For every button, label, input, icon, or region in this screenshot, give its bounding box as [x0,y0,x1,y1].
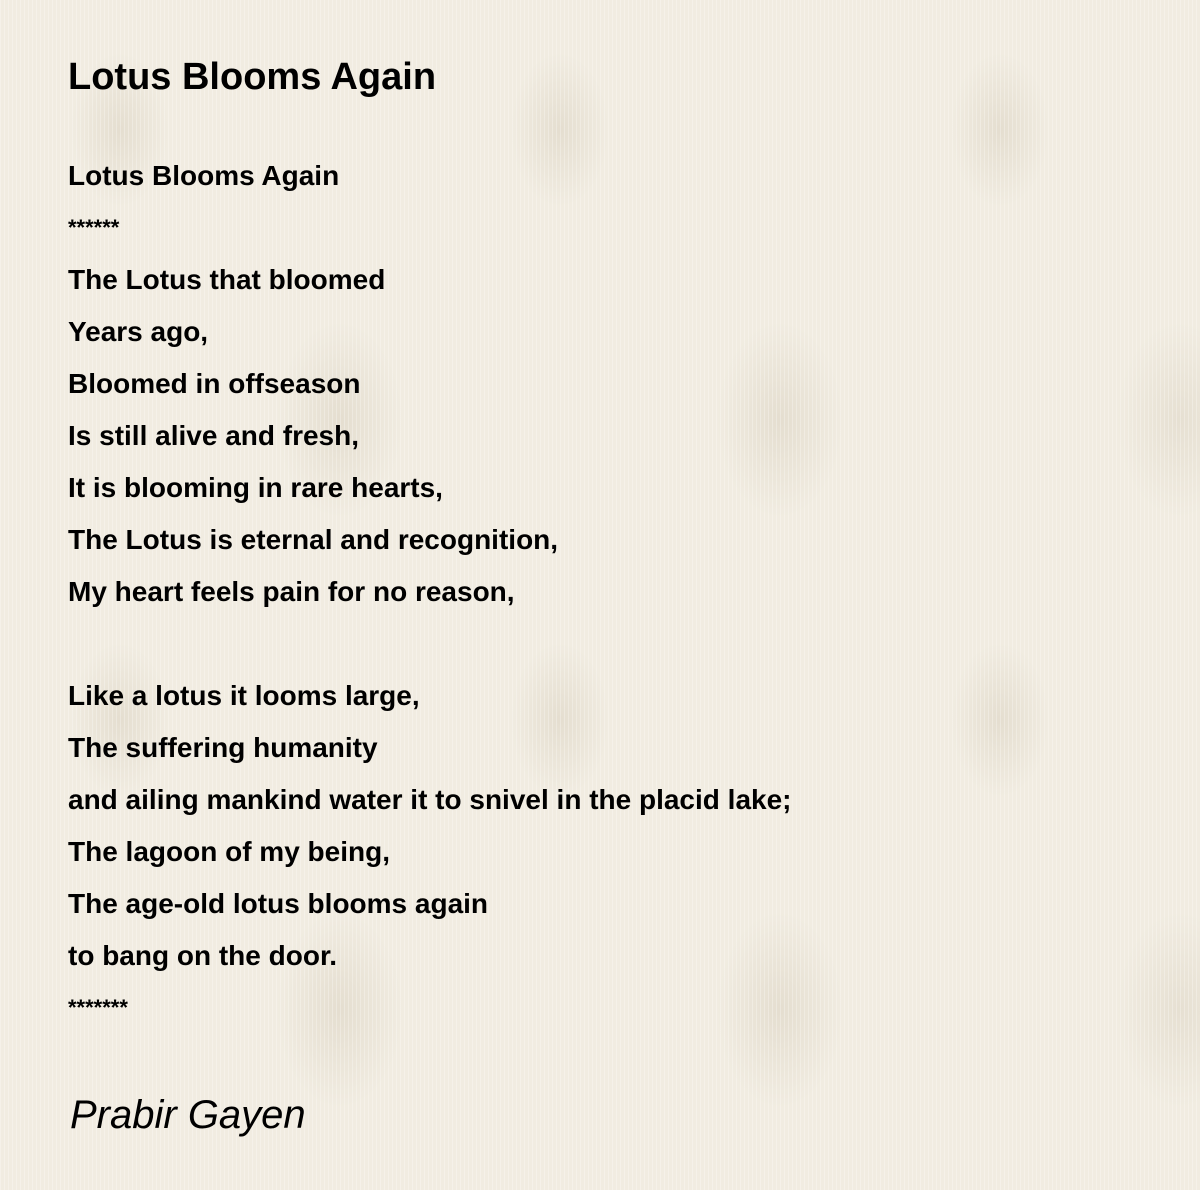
poem-line-separator: ****** [68,215,120,240]
poem-title: Lotus Blooms Again [68,56,437,98]
poem-line: The Lotus that bloomed [68,264,386,295]
poem-line: Bloomed in offseason [68,368,361,399]
poem-line: My heart feels pain for no reason, [68,576,515,607]
poem-line: The suffering humanity [68,732,378,763]
poem-line: The Lotus is eternal and recognition, [68,524,559,555]
poem-line: and ailing mankind water it to snivel in the placid lake; [68,784,792,815]
poem-stanza-break [68,618,792,670]
poem-author: Prabir Gayen [70,1093,306,1137]
poem-line: The age-old lotus blooms again [68,888,489,919]
poem-line: Like a lotus it looms large, [68,680,420,711]
poem-line: Years ago, [68,316,209,347]
poem-line: Is still alive and fresh, [68,420,360,451]
poem-body [68,150,792,1034]
poem-line-separator: ******* [68,995,128,1020]
poem-line: to bang on the door. [68,940,338,971]
poem-line: The lagoon of my being, [68,836,390,867]
poem-line: It is blooming in rare hearts, [68,472,443,503]
poem-line: Lotus Blooms Again [68,160,340,191]
